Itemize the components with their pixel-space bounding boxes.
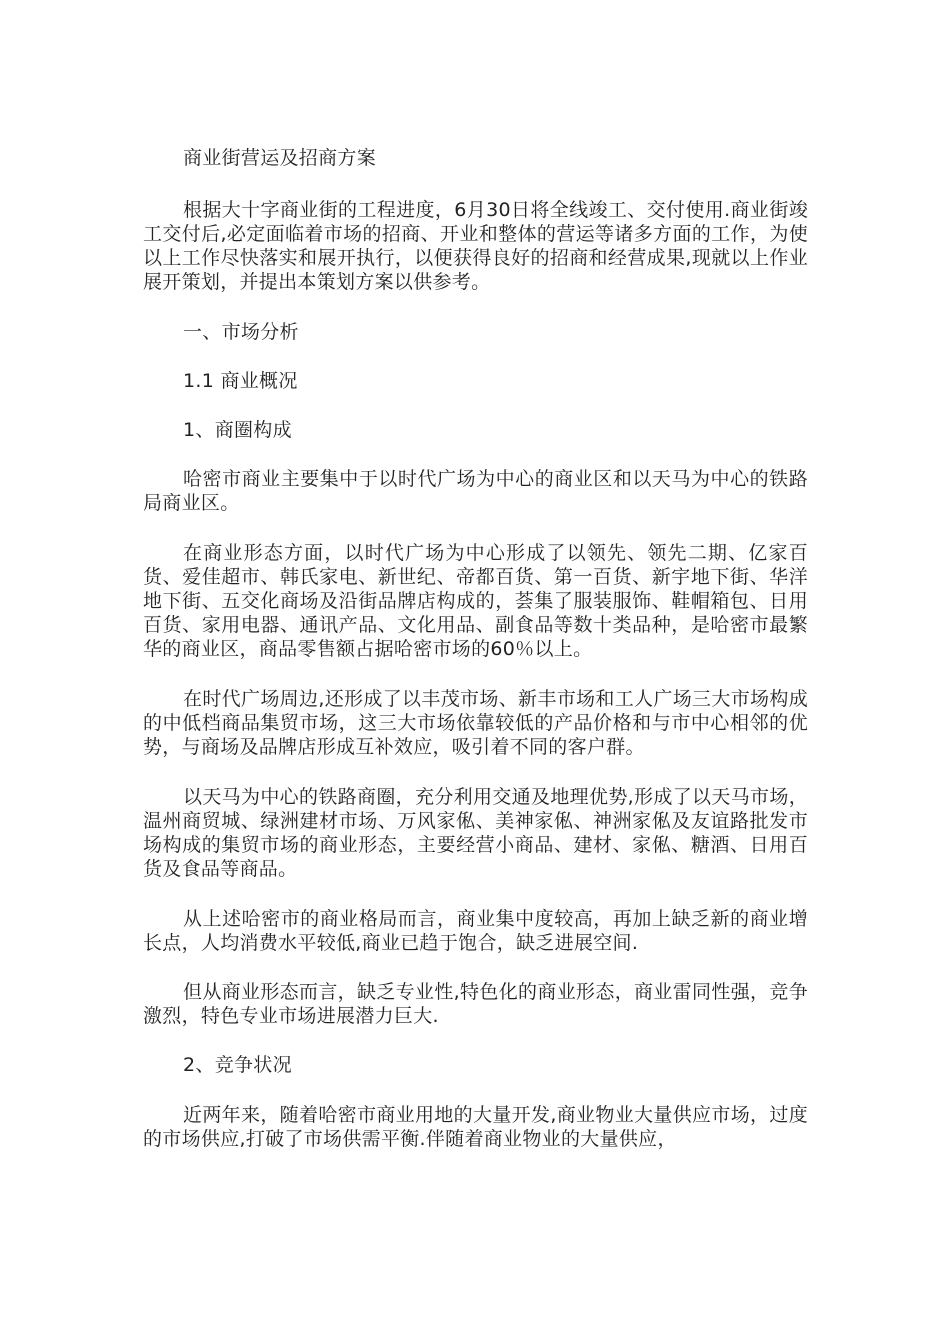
item-heading-trade-area: 1、商圈构成 (183, 419, 292, 441)
paragraph-competition: 近两年来，随着哈密市商业用地的大量开发,商业物业大量供应市场，过度的市场供应,打破了市场供需平衡.伴随着商业物业的大量供应， (143, 1104, 808, 1150)
item-heading-competition: 2、竞争状况 (183, 1054, 292, 1076)
paragraph-railway-district: 以天马为中心的铁路商圈，充分利用交通及地理优势,形成了以天马市场，温州商贸城、绿洲建材市场、万风家俬、美神家俬、神洲家俬及友谊路批发市场构成的集贸市场的商业形态，主要经营小商品、建材、家俬、糖酒、日用百货及食品等商品。 (143, 786, 808, 880)
paragraph-surrounding-markets: 在时代广场周边,还形成了以丰茂市场、新丰市场和工人广场三大市场构成的中低档商品集贸市场，这三大市场依靠较低的产品价格和与市中心相邻的优势，与商场及品牌店形成互补效应，吸引着不同的客户群。 (143, 688, 808, 758)
paragraph-commercial-districts: 哈密市商业主要集中于以时代广场为中心的商业区和以天马为中心的铁路局商业区。 (143, 468, 808, 514)
document-title: 商业街营运及招商方案 (183, 147, 377, 169)
paragraph-business-pattern: 从上述哈密市的商业格局而言，商业集中度较高，再加上缺乏新的商业增长点，人均消费水平较低,商业已趋于饱合，缺乏进展空间. (143, 908, 808, 954)
subsection-heading-business-overview: 1.1 商业概况 (183, 370, 298, 392)
intro-paragraph: 根据大十字商业街的工程进度，6月30日将全线竣工、交付使用.商业街竣工交付后,必定面临着市场的招商、开业和整体的营运等诸多方面的工作，为使以上工作尽快落实和展开执行，以便获得良好的招商和经营成果,现就以上作业展开策划，并提出本策划方案以供参考。 (143, 199, 808, 293)
paragraph-business-form: 但从商业形态而言，缺乏专业性,特色化的商业形态，商业雷同性强，竞争激烈，特色专业市场进展潜力巨大. (143, 981, 808, 1027)
section-heading-market-analysis: 一、市场分析 (183, 321, 299, 343)
paragraph-times-square-district: 在商业形态方面，以时代广场为中心形成了以领先、领先二期、亿家百货、爱佳超市、韩氏家电、新世纪、帝都百货、第一百货、新宇地下街、华洋地下街、五交化商场及沿街品牌店构成的，荟集了服装服饰、鞋帽箱包、日用百货、家用电器、通讯产品、文化用品、副食品等数十类品种，是哈密市最繁华的商业区，商品零售额占据哈密市场的60％以上。 (143, 542, 808, 660)
document-body (143, 146, 808, 1151)
